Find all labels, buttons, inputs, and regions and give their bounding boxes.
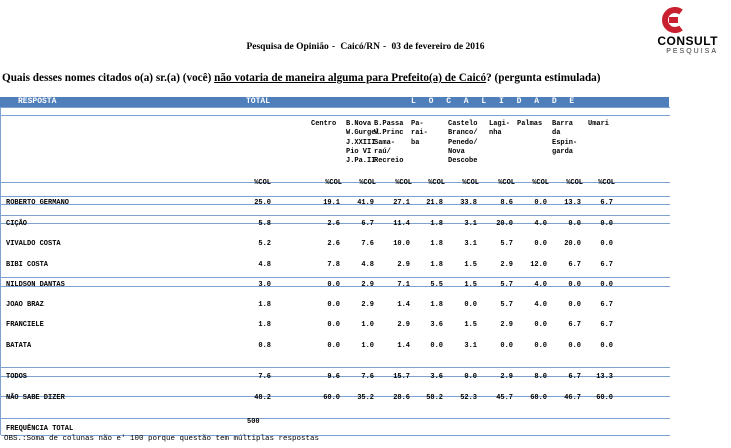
pct-label: %COL xyxy=(566,179,583,187)
observation-note: OBS.:Soma de colunas não e' 100 porque questão tem múltiplas respostas xyxy=(4,435,320,443)
row-value: 20.0 xyxy=(564,240,581,248)
row-value: 4.0 xyxy=(534,220,547,228)
row-value: 3.1 xyxy=(464,240,477,248)
locality-header-line: Descobe xyxy=(448,157,478,166)
table-gridline xyxy=(1,277,670,278)
row-value: 33.8 xyxy=(460,199,477,207)
pct-label: %COL xyxy=(395,179,412,187)
row-value: 3.6 xyxy=(430,321,443,329)
row-value: 6.7 xyxy=(600,261,613,269)
pct-label-total: %COL xyxy=(254,179,271,187)
row-value: 1.4 xyxy=(397,342,410,350)
row-value: 6.7 xyxy=(600,199,613,207)
logo-subtitle: PESQUISA xyxy=(666,48,718,55)
col-header-resposta: RESPOSTA xyxy=(18,97,57,106)
row-total: 5.2 xyxy=(258,240,271,248)
row-label: FRANCIELE xyxy=(6,321,44,329)
row-value: 2.9 xyxy=(500,373,513,381)
row-value: 6.7 xyxy=(361,220,374,228)
row-value: 4.0 xyxy=(534,281,547,289)
row-value: 4.0 xyxy=(534,301,547,309)
row-value: 2.6 xyxy=(327,240,340,248)
row-value: 15.7 xyxy=(393,373,410,381)
locality-header-line: Castelo xyxy=(448,120,478,128)
row-value: 60.0 xyxy=(323,394,340,402)
table-gridline xyxy=(1,367,670,368)
row-value: 0.0 xyxy=(534,342,547,350)
row-value: 1.4 xyxy=(397,301,410,309)
row-value: 45.7 xyxy=(496,394,513,402)
survey-date: 03 de fevereiro de 2016 xyxy=(391,42,485,52)
row-value: 7.6 xyxy=(361,240,374,248)
locality-header-line: Nova xyxy=(448,147,465,156)
pct-label: %COL xyxy=(498,179,515,187)
row-value: 27.1 xyxy=(393,199,410,207)
row-value: 0.0 xyxy=(327,281,340,289)
locality-header-line: Branco/ xyxy=(448,129,478,138)
locality-header-line: V.Princ xyxy=(374,129,404,138)
row-value: 3.1 xyxy=(464,342,477,350)
row-value: 0.0 xyxy=(327,321,340,329)
table-gridline xyxy=(1,115,670,116)
row-value: 0.0 xyxy=(500,342,513,350)
pct-label: %COL xyxy=(462,179,479,187)
row-value: 2.9 xyxy=(500,321,513,329)
locality-header-line: B.Passa xyxy=(374,120,404,128)
row-value: 1.8 xyxy=(430,301,443,309)
locality-header-line: Penedo/ xyxy=(448,138,478,147)
col-header-localidade: L O C A L I D A D E xyxy=(411,97,579,106)
row-value: 7.8 xyxy=(327,261,340,269)
row-value: 7.6 xyxy=(361,373,374,381)
row-value: 60.0 xyxy=(596,394,613,402)
locality-header-line: W.Gurgel xyxy=(346,129,380,138)
table-gridline xyxy=(1,196,670,197)
row-value: 68.0 xyxy=(530,394,547,402)
locality-header-line: nha xyxy=(489,129,502,138)
row-label: VIVALDO COSTA xyxy=(6,240,61,248)
row-value: 8.0 xyxy=(534,373,547,381)
row-label: BIBI COSTA xyxy=(6,261,49,269)
locality-header-line: Espin- xyxy=(552,138,578,147)
survey-place: Caicó/RN xyxy=(340,42,380,52)
row-total: 25.0 xyxy=(254,199,271,207)
pct-label: %COL xyxy=(598,179,615,187)
row-value: 0.0 xyxy=(568,342,581,350)
table-gridline xyxy=(1,418,670,419)
row-value: 0.0 xyxy=(600,220,613,228)
report-header: Pesquisa de Opinião - Caicó/RN - 03 de fevereiro de 2016 xyxy=(246,42,485,52)
row-value: 7.1 xyxy=(397,281,410,289)
question-pre: Quais desses nomes citados o(a) sr.(a) (você) xyxy=(2,72,215,84)
table-gridline xyxy=(1,107,670,108)
row-value: 0.0 xyxy=(430,342,443,350)
question-post: ? (pergunta estimulada) xyxy=(486,72,601,84)
pct-label: %COL xyxy=(325,179,342,187)
row-value: 0.0 xyxy=(600,240,613,248)
row-value: 0.0 xyxy=(568,220,581,228)
row-value: 13.3 xyxy=(596,373,613,381)
row-value: 6.7 xyxy=(600,321,613,329)
row-total: 5.8 xyxy=(258,220,271,228)
row-value: 1.0 xyxy=(361,321,374,329)
row-value: 1.5 xyxy=(464,321,477,329)
row-value: 0.0 xyxy=(534,240,547,248)
locality-header-line: garda xyxy=(552,147,574,156)
row-total: 1.8 xyxy=(258,301,271,309)
pct-label: %COL xyxy=(532,179,549,187)
row-value: 10.0 xyxy=(393,240,410,248)
row-value: 5.5 xyxy=(430,281,443,289)
locality-header-line: B.Nova xyxy=(346,120,372,128)
row-value: 35.2 xyxy=(357,394,374,402)
row-total: 0.8 xyxy=(258,342,271,350)
row-total: 48.2 xyxy=(254,394,271,402)
locality-header-line: ba xyxy=(411,138,420,147)
row-value: 0.0 xyxy=(568,281,581,289)
row-label: NÃO SABE DIZER xyxy=(6,394,65,402)
survey-title: Pesquisa de Opinião xyxy=(246,42,329,52)
row-value: 6.7 xyxy=(568,261,581,269)
locality-header-line: Barra xyxy=(552,120,574,128)
frequencia-value: 500 xyxy=(247,418,260,426)
row-value: 20.0 xyxy=(496,220,513,228)
row-value: 0.0 xyxy=(568,301,581,309)
row-value: 19.1 xyxy=(323,199,340,207)
locality-header-line: Umari xyxy=(588,120,610,128)
row-value: 2.9 xyxy=(361,301,374,309)
row-label: JOAO BRAZ xyxy=(6,301,44,309)
results-table xyxy=(0,107,670,435)
consult-logo xyxy=(628,6,718,56)
row-value: 6.7 xyxy=(568,321,581,329)
consult-logo-icon xyxy=(659,6,687,34)
locality-header-line: Sama- xyxy=(374,138,396,147)
row-label: NILDSON DANTAS xyxy=(6,281,65,289)
row-value: 12.0 xyxy=(530,261,547,269)
row-value: 0.0 xyxy=(600,281,613,289)
row-value: 0.0 xyxy=(327,301,340,309)
row-value: 2.9 xyxy=(500,261,513,269)
frequencia-label: FREQUÊNCIA TOTAL xyxy=(6,425,74,433)
row-total: 1.8 xyxy=(258,321,271,329)
row-label: ROBERTO GERMANO xyxy=(6,199,70,207)
row-value: 0.0 xyxy=(464,373,477,381)
row-value: 0.0 xyxy=(534,321,547,329)
locality-header-line: Palmas xyxy=(517,120,543,128)
row-value: 1.0 xyxy=(361,342,374,350)
row-label: TODOS xyxy=(6,373,28,381)
row-value: 6.7 xyxy=(600,301,613,309)
row-value: 21.8 xyxy=(426,199,443,207)
row-value: 0.0 xyxy=(534,199,547,207)
row-value: 2.6 xyxy=(327,220,340,228)
row-label: CIÇÃO xyxy=(6,220,28,228)
row-value: 0.0 xyxy=(327,342,340,350)
row-value: 9.6 xyxy=(327,373,340,381)
locality-header-line: Lagi- xyxy=(489,120,511,128)
row-value: 1.8 xyxy=(430,220,443,228)
row-value: 5.7 xyxy=(500,301,513,309)
question-text xyxy=(2,72,601,84)
row-value: 6.7 xyxy=(568,373,581,381)
row-value: 2.9 xyxy=(361,281,374,289)
row-value: 4.8 xyxy=(361,261,374,269)
locality-header-line: da xyxy=(552,129,561,138)
row-value: 1.8 xyxy=(430,261,443,269)
row-value: 11.4 xyxy=(393,220,410,228)
locality-header-line: J.Pa.II xyxy=(346,157,376,166)
row-value: 0.0 xyxy=(600,342,613,350)
row-value: 0.0 xyxy=(464,301,477,309)
row-total: 4.8 xyxy=(258,261,271,269)
locality-header-line: Centro xyxy=(311,120,337,128)
locality-header-line: Recreio xyxy=(374,157,404,166)
row-value: 3.1 xyxy=(464,220,477,228)
question-underlined: não votaria de maneira alguma para Prefeito(a) de Caicó xyxy=(214,72,487,84)
locality-header-line: rai- xyxy=(411,129,428,138)
row-value: 8.6 xyxy=(500,199,513,207)
row-value: 1.5 xyxy=(464,281,477,289)
col-header-total: TOTAL xyxy=(246,97,271,106)
row-value: 5.7 xyxy=(500,240,513,248)
row-value: 58.2 xyxy=(426,394,443,402)
table-gridline xyxy=(1,215,670,216)
locality-header-line: raú/ xyxy=(374,147,391,156)
row-label: BATATA xyxy=(6,342,32,350)
row-value: 1.5 xyxy=(464,261,477,269)
table-header-bar xyxy=(0,97,669,107)
row-value: 3.6 xyxy=(430,373,443,381)
row-value: 52.3 xyxy=(460,394,477,402)
logo-brand: CONSULT xyxy=(657,34,718,48)
row-total: 7.6 xyxy=(258,373,271,381)
row-value: 41.9 xyxy=(357,199,374,207)
locality-header-line: Pio VI xyxy=(346,147,372,156)
row-value: 46.7 xyxy=(564,394,581,402)
row-total: 3.0 xyxy=(258,281,271,289)
row-value: 13.3 xyxy=(564,199,581,207)
locality-header-line: Pa- xyxy=(411,120,424,128)
pct-label: %COL xyxy=(359,179,376,187)
row-value: 2.9 xyxy=(397,261,410,269)
row-value: 5.7 xyxy=(500,281,513,289)
row-value: 1.8 xyxy=(430,240,443,248)
locality-header-line: J.XXIII xyxy=(346,138,376,147)
row-value: 2.9 xyxy=(397,321,410,329)
row-value: 28.6 xyxy=(393,394,410,402)
pct-label: %COL xyxy=(428,179,445,187)
